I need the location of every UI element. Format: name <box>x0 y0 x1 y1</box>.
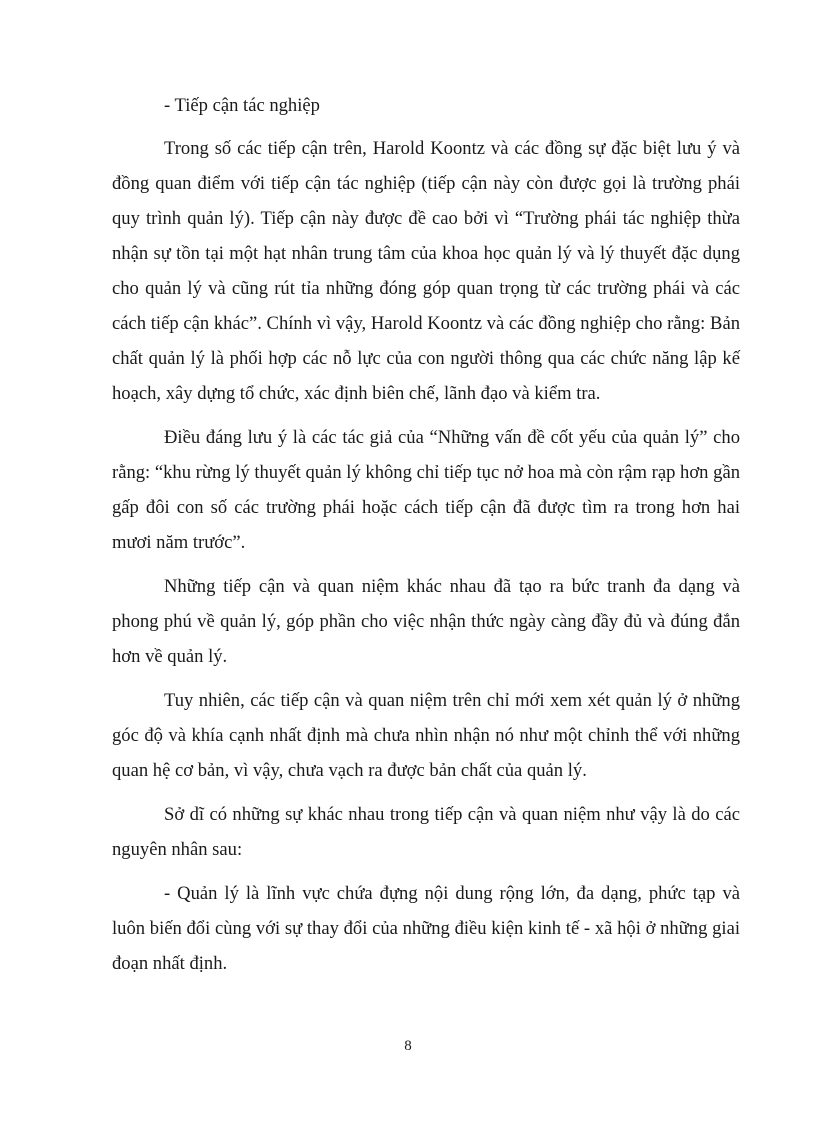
paragraph: Điều đáng lưu ý là các tác giả của “Những vấn đề cốt yếu của quản lý” cho rằng: “khu rừng lý thuyết quản lý không chỉ tiếp tục nở hoa mà còn rậm rạp hơn gần gấp đôi con số các trường phái hoặc cách tiếp cận đã được tìm ra trong hơn hai mươi năm trước”. <box>112 427 740 553</box>
paragraph: Những tiếp cận và quan niệm khác nhau đã tạo ra bức tranh đa dạng và phong phú về quản lý, góp phần cho việc nhận thức ngày càng đầy đủ và đúng đắn hơn về quản lý. <box>112 576 740 667</box>
paragraph: - Quản lý là lĩnh vực chứa đựng nội dung rộng lớn, đa dạng, phức tạp và luôn biến đổi cùng với sự thay đổi của những điều kiện kinh tế - xã hội ở những giai đoạn nhất định. <box>112 883 740 974</box>
page-body <box>112 88 740 990</box>
paragraph: Tuy nhiên, các tiếp cận và quan niệm trên chỉ mới xem xét quản lý ở những góc độ và khía cạnh nhất định mà chưa nhìn nhận nó như một chỉnh thể với những quan hệ cơ bản, vì vậy, chưa vạch ra được bản chất của quản lý. <box>112 690 740 781</box>
paragraph-heading: - Tiếp cận tác nghiệp <box>164 95 320 116</box>
paragraph: Sở dĩ có những sự khác nhau trong tiếp cận và quan niệm như vậy là do các nguyên nhân sau: <box>112 804 740 860</box>
paragraph: Trong số các tiếp cận trên, Harold Koontz và các đồng sự đặc biệt lưu ý và đồng quan điểm với tiếp cận tác nghiệp (tiếp cận này còn được gọi là trường phái quy trình quản lý). Tiếp cận này được đề cao bởi vì “Trường phái tác nghiệp thừa nhận sự tồn tại một hạt nhân trung tâm của khoa học quản lý và lý thuyết đặc dụng cho quản lý và cũng rút tỉa những đóng góp quan trọng từ các trường phái và các cách tiếp cận khác”. Chính vì vậy, Harold Koontz và các đồng nghiệp cho rằng: Bản chất quản lý là phối hợp các nỗ lực của con người thông qua các chức năng lập kế hoạch, xây dựng tổ chức, xác định biên chế, lãnh đạo và kiểm tra. <box>112 138 740 404</box>
page-number: 8 <box>404 1038 412 1054</box>
